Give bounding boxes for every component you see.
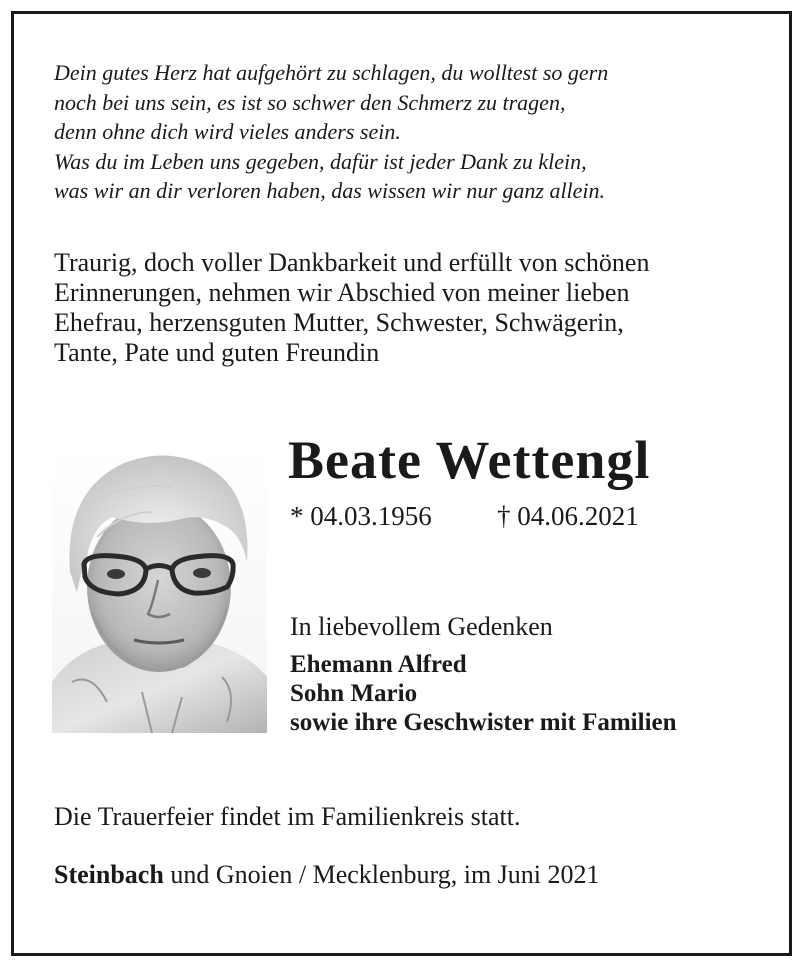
poem bbox=[54, 58, 754, 206]
mourners-list bbox=[290, 650, 677, 737]
mourner: sowie ihre Geschwister mit Familien bbox=[290, 709, 677, 736]
portrait-photo bbox=[52, 442, 267, 733]
intro-line: Traurig, doch voller Dankbarkeit und erfüllt von schönen bbox=[54, 248, 650, 277]
intro-line: Erinnerungen, nehmen wir Abschied von meiner lieben bbox=[54, 278, 630, 307]
place-rest: und Gnoien / Mecklenburg, im Juni 2021 bbox=[163, 860, 600, 889]
mourner: Sohn Mario bbox=[290, 680, 418, 707]
intro-text bbox=[54, 248, 774, 368]
deceased-name: Beate Wettengl bbox=[288, 430, 651, 490]
poem-line: denn ohne dich wird vieles anders sein. bbox=[54, 119, 401, 144]
poem-line: Was du im Leben uns gegeben, dafür ist jeder Dank zu klein, bbox=[54, 148, 587, 174]
mourner: Ehemann Alfred bbox=[290, 651, 467, 678]
intro-line: Tante, Pate und guten Freundin bbox=[54, 338, 380, 367]
intro-line: Ehefrau, herzensguten Mutter, Schwester, Schwägerin, bbox=[54, 308, 624, 337]
birth-date: * 04.03.1956 bbox=[290, 501, 432, 531]
poem-line: Dein gutes Herz hat aufgehört zu schlagen, du wolltest so gern bbox=[54, 60, 609, 85]
place-town: Steinbach bbox=[54, 860, 164, 889]
death-date: † 04.06.2021 bbox=[497, 501, 639, 531]
memorial-heading: In liebevollem Gedenken bbox=[290, 612, 553, 641]
place-and-date bbox=[54, 860, 600, 890]
funeral-note: Die Trauerfeier findet im Familienkreis statt. bbox=[54, 802, 521, 831]
poem-line: was wir an dir verloren haben, das wissen wir nur ganz allein. bbox=[54, 178, 606, 203]
portrait-illustration bbox=[52, 442, 267, 733]
poem-line: noch bei uns sein, es ist so schwer den Schmerz zu tragen, bbox=[54, 89, 566, 115]
